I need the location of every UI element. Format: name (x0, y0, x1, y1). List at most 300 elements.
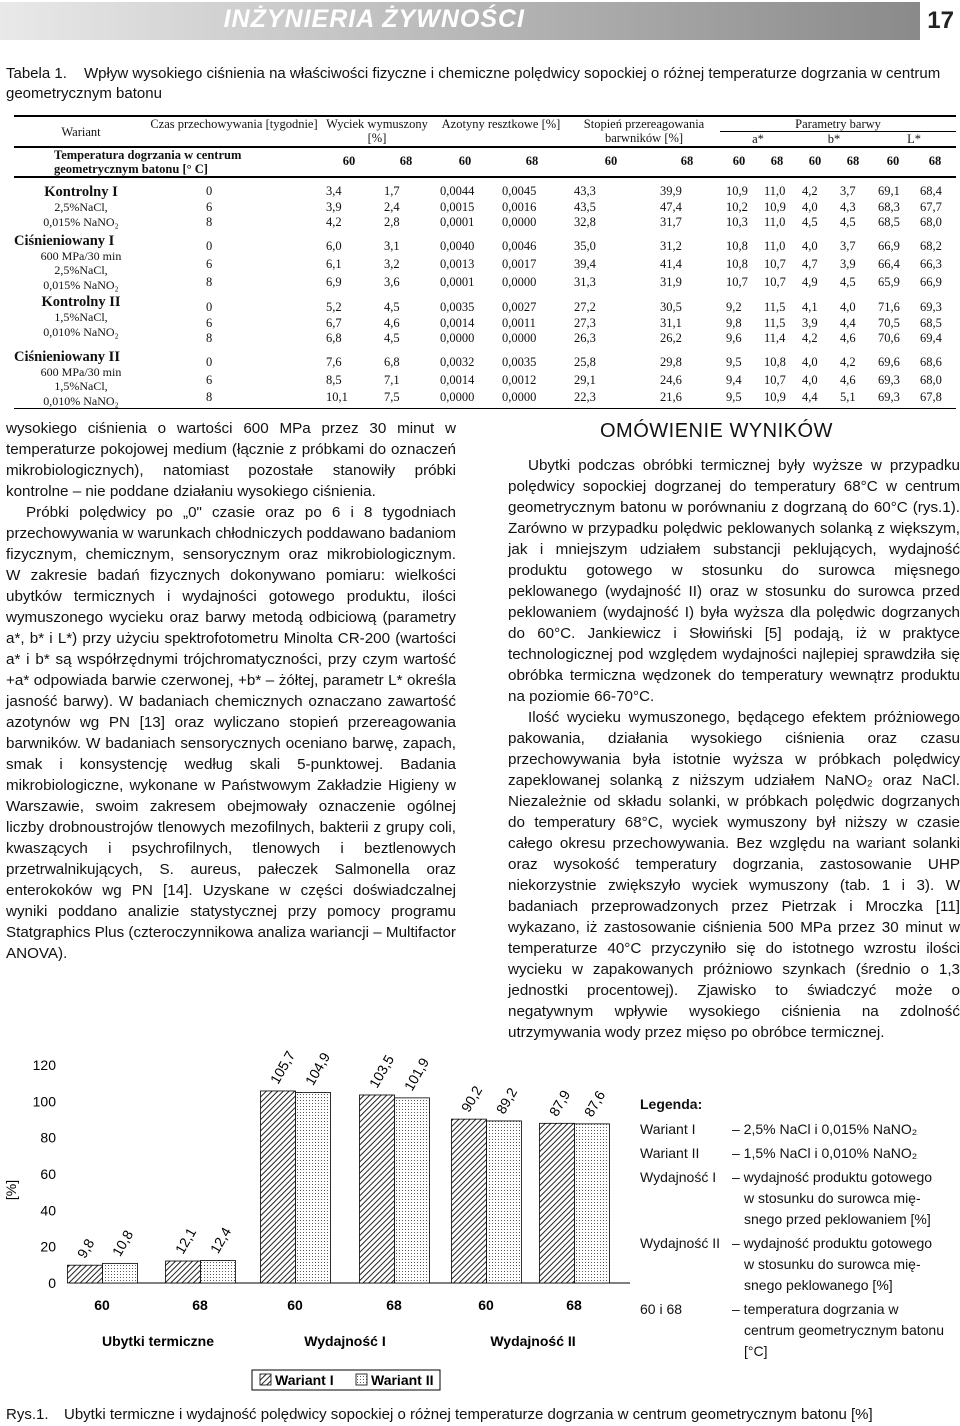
table-cell: 68,6 (920, 354, 942, 369)
group-subtitle: 0,015% NaNO₂ (43, 214, 119, 229)
temp-header-cell: 68 (770, 154, 784, 168)
legend-item (640, 1233, 960, 1296)
table-cell: 65,9 (878, 274, 900, 289)
table-cell: 24,6 (660, 372, 682, 387)
table-cell: 0 (206, 238, 213, 253)
table-cell: 30,5 (660, 300, 682, 314)
table-cell: 69,3 (878, 372, 900, 387)
table-cell: 10,2 (726, 199, 748, 214)
legend-item (640, 1299, 960, 1362)
x-category-label: 60 (287, 1297, 303, 1313)
table-cell: 11,0 (764, 238, 786, 253)
legend-desc-line: – wydajność produktu gotowego (732, 1235, 933, 1251)
x-category-label: 68 (566, 1297, 582, 1313)
table-row (14, 373, 956, 390)
table-cell: 4,6 (840, 331, 856, 345)
legend-title: Legenda: (640, 1096, 703, 1112)
table-cell: 4,0 (840, 300, 856, 314)
table-cell: 4,6 (384, 315, 400, 330)
table-cell: 10,8 (726, 238, 748, 253)
bar-wariant-ii (296, 1092, 331, 1283)
table-cell: 10,9 (764, 199, 786, 214)
table-cell: 29,1 (574, 372, 596, 387)
table-cell: 31,9 (660, 274, 682, 289)
table-row (14, 215, 956, 231)
bar-wariant-i (166, 1261, 201, 1283)
table-cell: 0,0044 (440, 184, 475, 198)
group-subtitle: 2,5%NaCl, (54, 263, 108, 277)
table-cell: 7,1 (384, 372, 400, 387)
legend-desc (732, 1119, 917, 1140)
table-cell: 4,5 (840, 274, 856, 289)
legend-desc (732, 1233, 932, 1296)
table-cell: 3,2 (384, 257, 400, 272)
table-cell: 0,0000 (440, 390, 475, 405)
legend-item (640, 1167, 960, 1230)
y-tick-label: 40 (40, 1202, 56, 1219)
table-cell: 0,0000 (502, 390, 537, 405)
table-cell: 21,6 (660, 390, 682, 405)
table-cell: 8 (206, 274, 213, 289)
table-cell: 2,4 (384, 199, 400, 214)
legend-desc-line: [°C] (744, 1343, 768, 1359)
table-cell: 9,8 (726, 315, 742, 330)
table-cell: 10,7 (764, 274, 786, 289)
group-subtitle: 0,015% NaNO₂ (43, 277, 119, 292)
table-cell: 70,6 (878, 331, 900, 345)
legend-desc-line: – 2,5% NaCl i 0,015% NaNO₂ (732, 1121, 918, 1137)
legend-desc-line: – temperatura dogrzania w (732, 1301, 899, 1317)
legend-key: Wariant II (640, 1145, 700, 1161)
table-row (14, 347, 956, 373)
table-cell: 8 (206, 390, 213, 405)
bar-wariant-ii (395, 1098, 430, 1283)
right-paragraph-2: Ilość wycieku wymuszonego, będącego efektem próżniowego pakowania, działania wysokiego ciśnienia oraz czasu przechowywania była istotnie wyższa w próbkach polędwicy zapeklowanej solanką z niższym udziałem NaNO₂ oraz NaCl. Niezależnie od składu solanki, w próbkach polędwic dogrzanych do temperatury 68°C, wyciek wymuszony był niższy w czasie całego okresu przechowywania. Bez względu na wariant solanki oraz wysokość temperatury dogrzania, zastosowanie UHP niekorzystnie zwiększyło wyciek wymuszony (tab. 1 i 3). W badaniach przeprowadzonych przez Pietrzak i Mroczka [11] wykazano, iż zastosowanie ciśnienia 500 MPa przez 30 minut w temperaturze 40°C przyczyniło się do istotnego wzrostu ilości wycieku w zapakowanych próżniowo szynkach (średnio o 1,3 jednostki procentowej). Zjawisko to świadczyć może o negatywnym wpływie wysokiego ciśnienia na zdolność utrzymywania wody przez mięso po obróbce termicznej. (508, 709, 960, 1041)
group-title: Ciśnieniowany I (14, 232, 115, 249)
group-title: Kontrolny I (44, 184, 118, 200)
data-label: 87,9 (545, 1087, 574, 1119)
table-cell: 10,7 (764, 257, 786, 272)
table-cell: 4,2 (840, 354, 856, 369)
table-cell: 6,8 (326, 331, 342, 345)
table-cell: 69,3 (920, 300, 942, 314)
group-label (14, 177, 148, 231)
x-category-label: 68 (192, 1297, 208, 1313)
temp-header-cell: 68 (680, 154, 694, 168)
table-cell: 0,0035 (502, 354, 537, 369)
section-heading: OMÓWIENIE WYNIKÓW (600, 420, 833, 442)
group-title: Ciśnieniowany II (14, 348, 120, 365)
data-label: 12,4 (206, 1224, 235, 1256)
table-cell: 35,0 (574, 238, 596, 253)
legend-key: Wariant I (640, 1121, 696, 1137)
table-cell: 31,7 (660, 215, 682, 229)
table-cell: 0,0045 (502, 184, 537, 198)
table-cell: 4,2 (326, 215, 342, 229)
x-group-label: Ubytki termiczne (101, 1333, 215, 1349)
table-cell: 4,0 (802, 372, 818, 387)
table-cell: 3,9 (326, 199, 342, 214)
table-cell: 0,0014 (440, 372, 475, 387)
y-tick-label: 80 (40, 1129, 56, 1146)
table-cell: 4,0 (802, 199, 818, 214)
group-subtitle: 1,5%NaCl, (54, 379, 108, 393)
table-cell: 26,3 (574, 331, 596, 345)
table-cell: 9,5 (726, 390, 742, 405)
table-cell: 4,7 (802, 257, 818, 272)
table-cell: 0 (206, 184, 213, 198)
table-cell: 10,7 (726, 274, 748, 289)
col-header-czas: Czas przechowywania [tygodnie] (150, 117, 318, 131)
table-cell: 47,4 (660, 199, 682, 214)
col-header-wyciek: Wyciek wymuszony [%] (326, 117, 428, 145)
table-row (14, 316, 956, 332)
page-number: 17 (927, 7, 954, 34)
table-cell: 66,4 (878, 257, 900, 272)
table-cell: 4,9 (802, 274, 818, 289)
table-cell: 0,0016 (502, 199, 537, 214)
table-cell: 0,0035 (440, 300, 475, 314)
figure-caption-label: Rys.1. (6, 1406, 49, 1423)
table-row (14, 177, 956, 200)
table-cell: 4,2 (802, 184, 818, 198)
group-title: Kontrolny II (41, 294, 121, 310)
table-cell: 5,1 (840, 390, 856, 405)
bar-wariant-i (540, 1123, 575, 1283)
legend-swatch (356, 1374, 367, 1385)
table-cell: 43,3 (574, 184, 596, 198)
table-cell: 0 (206, 354, 213, 369)
table-cell: 4,5 (840, 215, 856, 229)
data-label: 9,8 (73, 1235, 98, 1261)
legend-desc-line: snego przed peklowaniem [%] (744, 1211, 931, 1227)
table-cell: 4,5 (384, 300, 400, 314)
table-cell: 4,4 (802, 390, 818, 405)
table-cell: 10,3 (726, 215, 748, 229)
data-label: 101,9 (400, 1055, 433, 1094)
temp-label: Temperatura dogrzania w centrum geometrycznym batonu [° C] (54, 148, 242, 176)
table-row (14, 200, 956, 216)
table-cell: 11,5 (764, 315, 786, 330)
table-cell: 10,8 (764, 354, 786, 369)
table-cell: 27,2 (574, 300, 596, 314)
table-cell: 31,1 (660, 315, 682, 330)
table-cell: 6,8 (384, 354, 400, 369)
legend-desc-line: – 1,5% NaCl i 0,010% NaNO₂ (732, 1145, 918, 1161)
group-subtitle: 0,010% NaNO₂ (43, 393, 119, 408)
table-cell: 0,0000 (502, 331, 537, 345)
data-label: 87,6 (580, 1087, 609, 1120)
table-caption-label: Tabela 1. (6, 65, 67, 82)
table-cell: 4,1 (802, 300, 818, 314)
table-cell: 11,5 (764, 300, 786, 314)
table-cell: 7,5 (384, 390, 400, 405)
table-cell: 41,4 (660, 257, 682, 272)
table-cell: 0,0015 (440, 199, 475, 214)
temp-header-cell: 68 (399, 154, 413, 168)
table-cell: 0,0014 (440, 315, 475, 330)
table-cell: 27,3 (574, 315, 596, 330)
table-cell: 43,5 (574, 199, 596, 214)
x-group-label: Wydajność I (304, 1333, 386, 1349)
table-cell: 8 (206, 215, 213, 229)
table-cell: 11,0 (764, 184, 786, 198)
data-label: 90,2 (457, 1083, 486, 1115)
x-group-label: Wydajność II (490, 1333, 576, 1349)
legend-swatch (260, 1374, 271, 1385)
left-paragraph-2: Próbki polędwicy po „0" czasie oraz po 6 i 8 tygodniach przechowywania w warunkach chłodniczych poddawano badaniom fizycznym, chemicznym, sensorycznym oraz mikrobiologicznym. W zakresie badań fizycznych dokonywano pomiaru: wielkości ubytków termicznych i wydajności gotowego produktu, ilości wymuszonego wycieku oraz barwy metodą odbiciową (parametry a*, b* i L*) przy użyciu spektrofotometru Minolta CR-200 (wartości a* i b* są współrzędnymi trójchromatyczności, przy czym wartość +a* odpowiada barwie czerwonej, +b* – żółtej, parametr L* określa jasność barwy). W badaniach chemicznych oznaczano zawartość azotynów wg PN [13] oraz wyliczano stopień przereagowania barwników. W badaniach sensorycznych oceniano barwę, zapach, smak i konsystencję według skali 5-punktowej. Badania mikrobiologiczne, wykonane w Państwowym Zakładzie Higieny w Warszawie, swoim zakresem obejmowały oznaczenie ogólnej liczby drobnoustrojów tlenowych mezofilnych, bakterii z grupy coli, kwaszących i psychrofilnych, tlenowych i beztlenowych przetrwalnikujących, S. aureus, pałeczek Salmonella oraz enterokoków wg PN [14]. Uzyskane w części doświadczalnej wyniki poddano analizie statystycznej przy pomocy programu Statgraphics Plus (czteroczynnikowa analiza wariancji – Multifactor ANOVA). (6, 504, 456, 962)
table-cell: 68,5 (920, 315, 942, 330)
bar-wariant-ii (487, 1121, 522, 1283)
data-label: 103,5 (365, 1052, 398, 1091)
y-tick-label: 60 (40, 1166, 56, 1182)
table-cell: 6 (206, 199, 213, 214)
table-cell: 3,4 (326, 184, 342, 198)
group-label (14, 231, 148, 293)
table-cell: 6 (206, 315, 213, 330)
table-cell: 6 (206, 257, 213, 272)
temp-header-cell: 68 (846, 154, 860, 168)
group-label (14, 292, 148, 347)
table-cell: 66,3 (920, 257, 942, 272)
table-cell: 39,9 (660, 184, 682, 198)
table-row (14, 231, 956, 258)
legend-desc-line: w stosunku do surowca mię- (744, 1256, 921, 1272)
table-row (14, 390, 956, 408)
table-cell: 0,0001 (440, 274, 475, 289)
x-category-label: 60 (478, 1297, 494, 1313)
table-cell: 68,0 (920, 215, 942, 229)
legend-item (640, 1119, 960, 1140)
legend-desc-line: centrum geometrycznym batonu (744, 1322, 944, 1338)
y-tick-label: 100 (32, 1093, 56, 1110)
temperature-header-row (14, 147, 956, 177)
col-header-a: a* (752, 132, 764, 146)
data-table (14, 115, 956, 409)
table-cell: 69,4 (920, 331, 942, 345)
temp-header-cell: 68 (928, 154, 942, 168)
chart-bars (68, 1091, 610, 1283)
data-label: 12,1 (171, 1224, 200, 1257)
table-cell: 68,0 (920, 372, 942, 387)
bar-wariant-ii (103, 1263, 138, 1283)
y-tick-label: 0 (48, 1275, 56, 1291)
chart-series-legend (252, 1370, 440, 1390)
table-cell: 67,7 (920, 199, 942, 214)
legend-desc-line: w stosunku do surowca mię- (744, 1190, 921, 1206)
table-cell: 71,6 (878, 300, 900, 314)
table-cell: 4,5 (802, 215, 818, 229)
table-cell: 31,3 (574, 274, 596, 289)
legend-series-label: Wariant II (371, 1372, 434, 1388)
table-cell: 3,6 (384, 274, 400, 289)
table-cell: 0,0000 (502, 215, 537, 229)
table-cell: 69,6 (878, 354, 900, 369)
table-row (14, 257, 956, 274)
table-cell: 66,9 (878, 238, 900, 253)
legend-desc (732, 1167, 932, 1230)
col-header-barwa: Parametry barwy (720, 116, 956, 132)
table-cell: 3,1 (384, 238, 400, 253)
table-cell: 9,4 (726, 372, 742, 387)
table-cell: 39,4 (574, 257, 596, 272)
table-cell: 2,8 (384, 215, 400, 229)
table-cell: 10,7 (764, 372, 786, 387)
data-label: 104,9 (301, 1049, 334, 1088)
table-cell: 0,0017 (502, 257, 537, 272)
group-subtitle: 2,5%NaCl, (54, 200, 108, 214)
x-category-label: 60 (94, 1297, 110, 1313)
table-cell: 29,8 (660, 354, 682, 369)
table-cell: 67,8 (920, 390, 942, 405)
table-cell: 3,9 (840, 257, 856, 272)
table-cell: 66,9 (920, 274, 942, 289)
table-cell: 0,0011 (502, 315, 536, 330)
data-label: 10,8 (108, 1227, 137, 1259)
table-cell: 7,6 (326, 354, 342, 369)
table-cell: 32,8 (574, 215, 596, 229)
table-cell: 68,3 (878, 199, 900, 214)
chart-legend (640, 1094, 960, 1365)
temp-header-cell: 68 (525, 154, 539, 168)
bar-wariant-i (452, 1119, 487, 1283)
table-cell: 0,0013 (440, 257, 475, 272)
table-cell: 0,0046 (502, 238, 537, 253)
temp-header-cell: 60 (808, 154, 822, 168)
table-cell: 4,0 (802, 238, 818, 253)
table-cell: 6,9 (326, 274, 342, 289)
temp-header-cell: 60 (732, 154, 746, 168)
y-axis-label: [%] (3, 1179, 19, 1201)
bar-wariant-ii (575, 1124, 610, 1283)
group-subtitle: 600 MPa/30 min (40, 248, 122, 263)
header-band (0, 2, 920, 40)
data-label: 105,7 (266, 1048, 299, 1087)
bar-wariant-ii (201, 1260, 236, 1283)
table-row (14, 331, 956, 347)
table-cell: 0 (206, 300, 213, 314)
x-category-label: 68 (386, 1297, 402, 1313)
bar-wariant-i (360, 1095, 395, 1283)
left-paragraph-1: wysokiego ciśnienia o wartości 600 MPa przez 30 minut w temperaturze pokojowej medium (łącznie z próbkami do oznaczeń mikrobiologicznych), natomiast pozostałe stanowiły próbki kontrolne – nie poddane działaniu wysokiego ciśnienia. (6, 420, 456, 500)
table-cell: 3,7 (840, 184, 856, 198)
table-cell: 11,4 (764, 331, 786, 345)
table-cell: 9,2 (726, 300, 742, 314)
legend-key: 60 i 68 (640, 1301, 683, 1317)
legend-item (640, 1143, 960, 1164)
table-cell: 10,1 (326, 390, 348, 405)
col-header-stopien: Stopień przereagowania barwników [%] (583, 117, 705, 145)
journal-title: INŻYNIERIA ŻYWNOŚCI (223, 5, 525, 33)
right-paragraph-1: Ubytki podczas obróbki termicznej były wyższe w przypadku polędwicy sopockiej dogrzanej do temperatury 68°C w centrum geometrycznym batonu w porównaniu z dogrzaną do 60°C (rys.1). Zarówno w przypadku polędwic peklowanych solanką z większym, jak i mniejszym udziałem substancji peklujących, wydajność produktu gotowego w stosunku do surowca mięsnego peklowanego (wydajność II) oraz w stosunku do surowca przed peklowaniem (wydajność I) była wyższa dla polędwic dogrzanych do 60°C. Jankiewicz i Słowiński [5] podają, iż w praktyce technologicznej pod względem wydajności najlepiej sprawdziła się obróbka termiczna wędzonek do temperatury wewnątrz produktu na poziomie 66-70°C. (508, 457, 960, 705)
temp-header-cell: 60 (886, 154, 900, 168)
chart-labels (74, 1048, 609, 1261)
table-cell: 25,8 (574, 354, 596, 369)
col-header-wariant: Wariant (61, 124, 101, 139)
table-cell: 4,5 (384, 331, 400, 345)
table-cell: 10,8 (726, 257, 748, 272)
bar-wariant-i (68, 1265, 103, 1283)
table-cell: 9,5 (726, 354, 742, 369)
y-tick-label: 20 (40, 1238, 56, 1255)
group-subtitle: 0,010% NaNO₂ (43, 324, 119, 339)
table-cell: 11,0 (764, 215, 786, 229)
legend-desc-line: – wydajność produktu gotowego (732, 1169, 933, 1185)
legend-desc (732, 1143, 917, 1164)
legend-series-label: Wariant I (275, 1372, 334, 1388)
right-text-column (508, 455, 960, 1043)
data-label: 89,2 (492, 1084, 521, 1117)
table-cell: 6 (206, 372, 213, 387)
table-cell: 8 (206, 331, 213, 345)
table-cell: 4,2 (802, 331, 818, 345)
temp-header-cell: 60 (342, 154, 356, 168)
table-cell: 68,4 (920, 184, 942, 198)
figure-caption-text: Ubytki termiczne i wydajność polędwicy sopockiej o różnej temperaturze dogrzania w centrum geometrycznym batonu [%] (64, 1406, 873, 1423)
legend-desc (732, 1299, 944, 1362)
col-header-L: L* (907, 132, 921, 146)
table-cell: 8,5 (326, 372, 342, 387)
running-header (0, 2, 960, 40)
table-cell: 31,2 (660, 238, 682, 253)
table-cell: 69,1 (878, 184, 900, 198)
table-cell: 3,9 (802, 315, 818, 330)
table-cell: 1,7 (384, 184, 400, 198)
table-row (14, 275, 956, 293)
table-cell: 4,4 (840, 315, 856, 330)
table-cell: 0,0032 (440, 354, 475, 369)
table-cell: 4,0 (802, 354, 818, 369)
table-cell: 4,6 (840, 372, 856, 387)
table-cell: 26,2 (660, 331, 682, 345)
temp-header-cell: 60 (604, 154, 618, 168)
table-cell: 3,7 (840, 238, 856, 253)
table-cell: 69,3 (878, 390, 900, 405)
table-body (14, 177, 956, 409)
legend-key: Wydajność II (640, 1235, 721, 1251)
table-cell: 6,0 (326, 238, 342, 253)
table-cell: 68,2 (920, 238, 942, 253)
table-cell: 68,5 (878, 215, 900, 229)
table-cell: 0,0001 (440, 215, 475, 229)
table-cell: 5,2 (326, 300, 342, 314)
temp-header-cell: 60 (458, 154, 472, 168)
col-header-b: b* (827, 132, 841, 146)
table-cell: 70,5 (878, 315, 900, 330)
left-text-column (6, 418, 456, 964)
legend-desc-line: snego peklowanego [%] (744, 1277, 893, 1293)
table-cell: 6,7 (326, 315, 342, 330)
table-cell: 0,0000 (440, 331, 475, 345)
table-cell: 22,3 (574, 390, 596, 405)
table-caption (6, 64, 946, 104)
table-cell: 4,3 (840, 199, 856, 214)
figure-caption (6, 1406, 956, 1423)
table-cell: 9,6 (726, 331, 742, 345)
table-cell: 0,0012 (502, 372, 537, 387)
table-caption-text: Wpływ wysokiego ciśnienia na właściwości fizyczne i chemiczne polędwicy sopockiej o różnej temperaturze dogrzania w centrum geometrycznym batonu (6, 65, 941, 102)
table-cell: 0,0000 (502, 274, 537, 289)
table-row (14, 292, 956, 316)
bar-wariant-i (261, 1091, 296, 1283)
group-label (14, 347, 148, 409)
table-cell: 6,1 (326, 257, 342, 272)
y-tick-label: 120 (32, 1057, 56, 1073)
table-cell: 0,0027 (502, 300, 537, 314)
group-subtitle: 600 MPa/30 min (40, 364, 122, 379)
table-cell: 0,0040 (440, 238, 475, 253)
col-header-azotyny: Azotyny resztkowe [%] (441, 117, 561, 131)
